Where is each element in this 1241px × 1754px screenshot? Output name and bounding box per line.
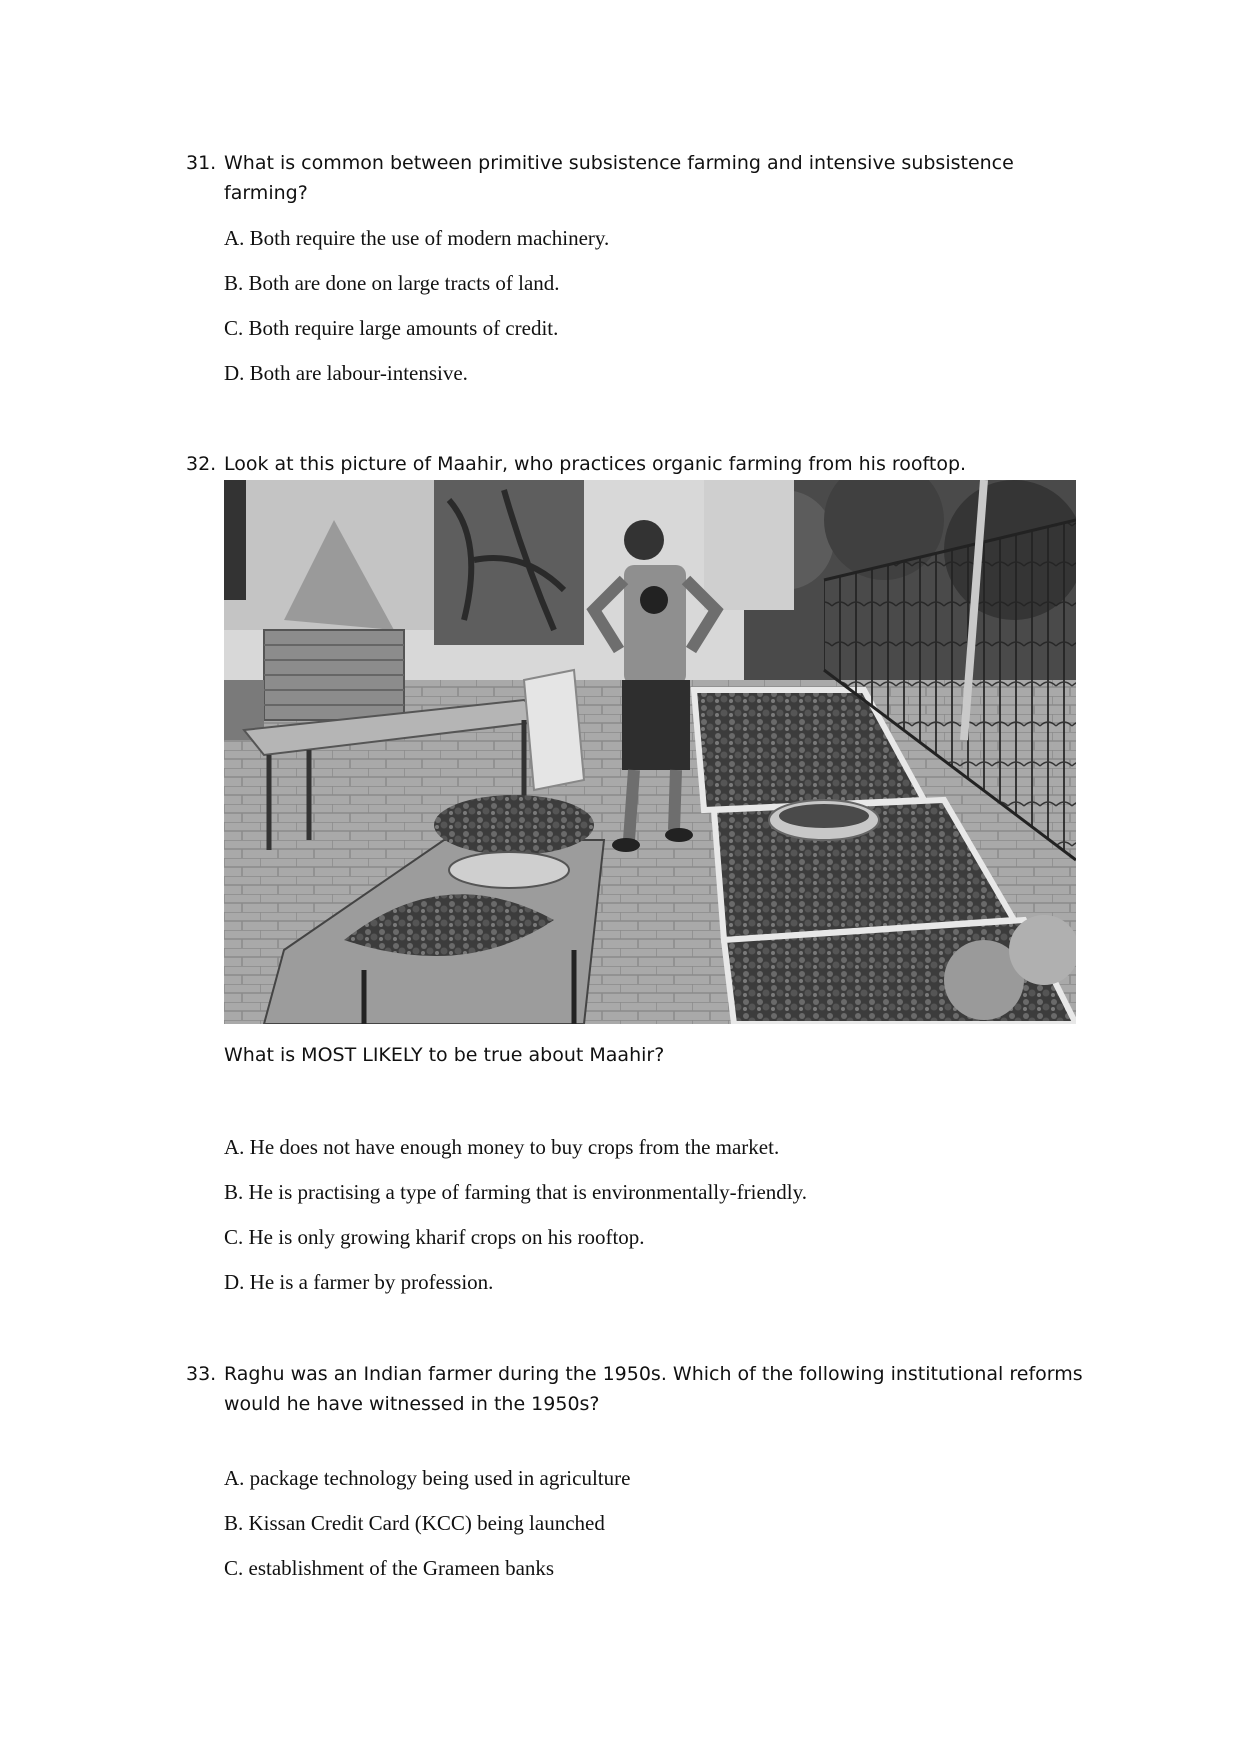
question-33-option-c: C. establishment of the Grameen banks — [224, 1556, 555, 1580]
question-31-option-d: D. Both are labour-intensive. — [224, 361, 468, 385]
rooftop-farming-photo — [224, 480, 1076, 1024]
question-31-number: 31. — [186, 152, 217, 174]
question-33-option-a: A. package technology being used in agriculture — [224, 1466, 631, 1490]
question-31-option-b: B. Both are done on large tracts of land. — [224, 271, 560, 295]
question-33-option-b: B. Kissan Credit Card (KCC) being launched — [224, 1511, 605, 1535]
question-32-option-a: A. He does not have enough money to buy crops from the market. — [224, 1135, 780, 1159]
question-32-option-d: D. He is a farmer by profession. — [224, 1270, 494, 1294]
question-33-number: 33. — [186, 1363, 217, 1385]
question-32-text: Look at this picture of Maahir, who practices organic farming from his rooftop. — [224, 453, 967, 475]
question-31-option-a: A. Both require the use of modern machinery. — [224, 226, 610, 250]
question-31-text: What is common between primitive subsistence farming and intensive subsistence farming? — [224, 152, 1014, 204]
question-32-subquestion: What is MOST LIKELY to be true about Maahir? — [224, 1044, 665, 1066]
question-33-text: Raghu was an Indian farmer during the 1950s. Which of the following institutional reforms would he have witnessed in the 1950s? — [224, 1363, 1083, 1415]
question-32-option-b: B. He is practising a type of farming that is environmentally-friendly. — [224, 1180, 807, 1204]
question-32-number: 32. — [186, 453, 217, 475]
question-32-option-c: C. He is only growing kharif crops on his rooftop. — [224, 1225, 645, 1249]
question-31-option-c: C. Both require large amounts of credit. — [224, 316, 559, 340]
rooftop-farming-illustration — [224, 480, 1076, 1024]
